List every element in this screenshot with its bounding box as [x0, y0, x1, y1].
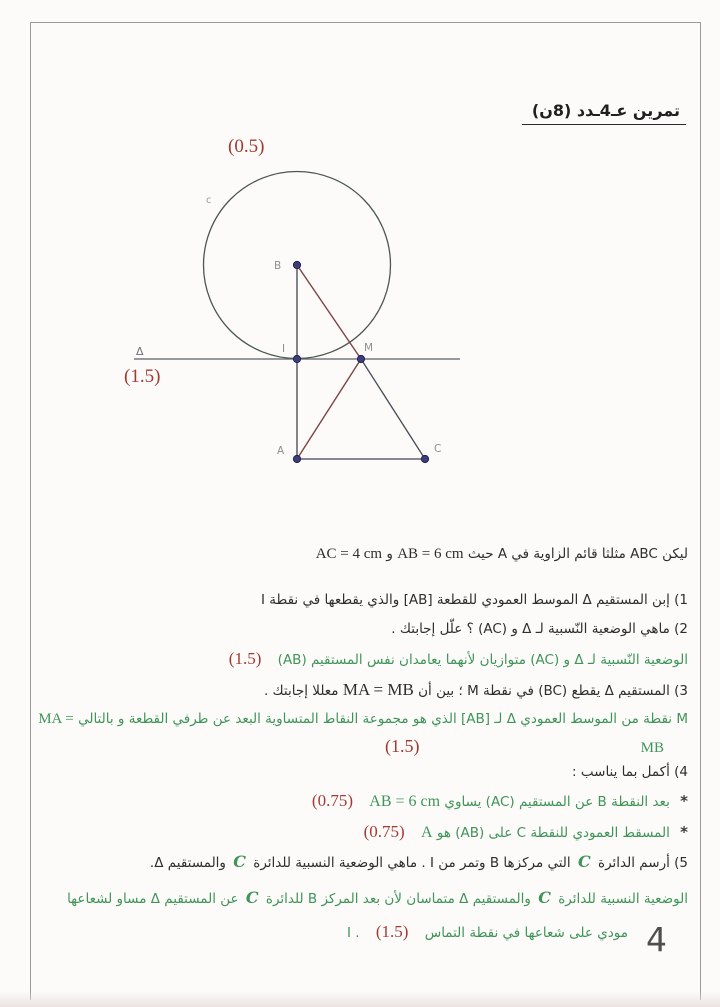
answer-3-points: (1.5) [385, 736, 420, 756]
answer-5-line1 [67, 888, 688, 909]
question-4: 4) أكمل بما يناسب : [572, 764, 688, 780]
intro-conjunction: و [386, 546, 393, 562]
answer-3-line2: MB [640, 740, 664, 756]
intro-text: ليكن ABC مثلثا قائم الزاوية في A حيث [467, 546, 688, 562]
script-c-symbol: C [538, 888, 551, 907]
bullet-star: * [680, 792, 688, 810]
fill-item-1-points: (0.75) [311, 791, 353, 810]
label-b: B [274, 260, 282, 272]
segment-mc [361, 359, 425, 459]
intro-eq-ab: AB = 6 cm [397, 546, 464, 562]
point-b [293, 261, 300, 268]
answer-2 [217, 649, 688, 670]
point-c [421, 455, 428, 462]
fill-item-1-text: بعد النقطة B عن المستقيم (AC) يساوي [444, 794, 670, 810]
answer-3-text: M نقطة من الموسط العمودي Δ لـ [AB] الذي هو مجموعة النقاط المتساوية البعد عن طرفي القطعة و بالتالي [78, 711, 688, 727]
label-m: M [364, 342, 374, 354]
point-a [293, 455, 300, 462]
fill-item-2-text: المسقط العمودي للنقطة C على (AB) هو [436, 825, 670, 841]
label-delta: Δ [136, 345, 144, 358]
question-3-suffix: معللا إجابتك . [263, 683, 339, 699]
question-5-part3: والمستقيم Δ. [149, 855, 226, 871]
intro-eq-ac: AC = 4 cm [315, 546, 383, 562]
label-circle-c: c [206, 195, 212, 206]
fill-item-1 [300, 791, 688, 812]
question-3 [264, 680, 688, 701]
point-i [293, 355, 300, 362]
fill-item-2-points: (0.75) [363, 822, 405, 841]
label-c: C [434, 443, 442, 455]
answer-5-part2: والمستقيم Δ متماسان لأن بعد المركز B للدائرة [265, 891, 531, 907]
answer-3-equation: MA = [38, 711, 74, 727]
answer-5-part1: الوضعية النسبية للدائرة [558, 891, 688, 907]
label-a: A [277, 445, 285, 457]
question-5-part1: 5) أرسم الدائرة [598, 855, 688, 871]
question-3-text: 3) المستقيم Δ يقطع (BC) في نقطة M ؛ بين أن [418, 683, 688, 699]
script-c-symbol: C [245, 888, 259, 907]
question-5 [150, 852, 688, 873]
point-m [357, 355, 364, 362]
fill-item-2 [352, 822, 688, 843]
answer-5-part3: عن المستقيم Δ مساو لشعاعها [67, 891, 239, 907]
figure-mark-circle: (0.5) [228, 136, 265, 157]
script-c-symbol: C [233, 852, 246, 871]
script-c-symbol: C [577, 852, 591, 871]
question-5-part2: التي مركزها B وتمر من I . ماهي الوضعية النسبية للدائرة [253, 855, 571, 871]
answer-5-line2 [347, 922, 628, 943]
fill-item-2-answer: A [420, 824, 433, 841]
segment-am [297, 359, 361, 459]
fill-item-1-answer: AB = 6 cm [369, 793, 441, 810]
answer-2-text: الوضعية النّسبية لـ Δ و (AC) متوازيان لأنهما يعامدان نفس المستقيم (AB) [277, 652, 688, 668]
figure-mark-delta: (1.5) [124, 366, 161, 387]
intro-line [316, 544, 688, 564]
answer-5-points: (1.5) [375, 922, 409, 941]
bullet-star: * [680, 823, 688, 841]
question-2: 2) ماهي الوضعية النّسبية لـ Δ و (AC) ؟ علّل إجابتك . [391, 621, 688, 637]
question-1: 1) إبن المستقيم Δ الموسط العمودي للقطعة [AB] والذي يقطعها في نقطة I [261, 592, 688, 608]
page-number: 4 [646, 920, 667, 959]
segment-bm [297, 265, 361, 359]
answer-2-points: (1.5) [228, 649, 262, 668]
question-3-equation: MA = MB [342, 680, 414, 699]
answer-3-line1 [38, 709, 688, 729]
scan-shadow [0, 991, 720, 1007]
exercise-title: تمرين عـ4ـدد (8ن) [522, 101, 686, 125]
label-i: I [282, 343, 286, 355]
answer-5-line2-text: مودي على شعاعها في نقطة التماس I . [346, 925, 628, 941]
